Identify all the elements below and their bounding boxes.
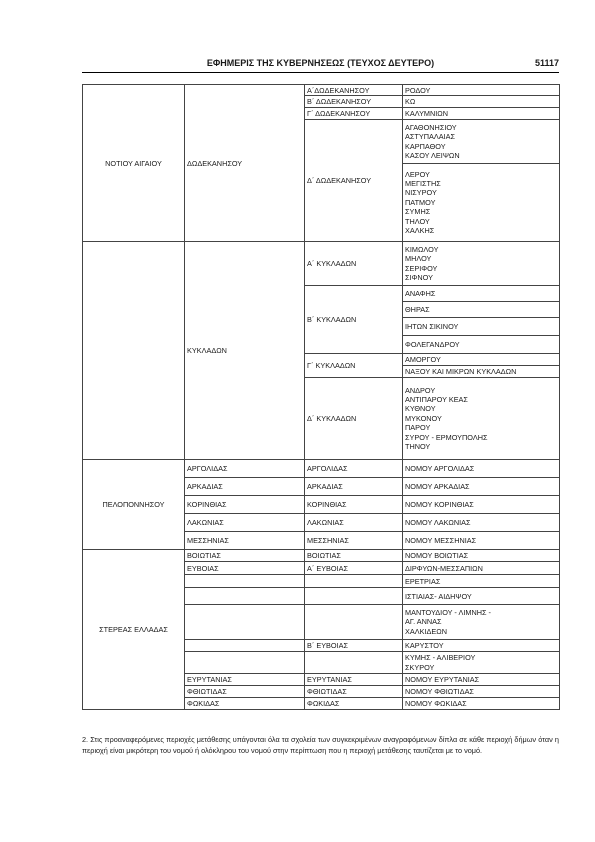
area-cell: ΝΟΜΟΥ ΚΟΡΙΝΘΙΑΣ — [403, 496, 560, 514]
directorate-cell: Β΄ ΚΥΚΛΑΔΩΝ — [305, 286, 403, 354]
area-name: ΜΑΝΤΟΥΔΙΟΥ - ΛΙΜΝΗΣ - — [405, 607, 491, 617]
page-header — [82, 58, 559, 72]
prefecture-cell — [185, 640, 305, 652]
area-name: ΜΕΓΙΣΤΗΣ — [405, 178, 441, 188]
area-name: ΣΙΦΝΟΥ — [405, 272, 433, 282]
area-name: ΚΙΜΩΛΟΥ — [405, 244, 439, 254]
prefecture-cell: ΚΟΡΙΝΘΙΑΣ — [185, 496, 305, 514]
area-name: ΤΗΛΟΥ — [405, 216, 430, 226]
area-name: ΧΑΛΚΗΣ — [405, 226, 435, 236]
header-rule — [82, 72, 559, 73]
region-cell: ΝΟΤΙΟΥ ΑΙΓΑΙΟΥ — [83, 85, 185, 242]
area-name: ΣΥΡΟΥ - ΕΡΜΟΥΠΟΛΗΣ — [405, 432, 488, 442]
area-name: ΜΗΛΟΥ — [405, 254, 432, 264]
footnote: 2. Στις προαναφερόμενες περιοχές μετάθεσης υπάγονται όλα τα σχολεία των συγκεκριμένων αναγραφόμενων δίπλα σε κάθε περιοχή δήμων όταν η περιοχή είναι μικρότερη του νομού ή ολόκληρου του νομού στην περίπτωση που η περιοχή μετάθεσης ταυτίζεται με το νομό. — [82, 735, 559, 755]
area-cell: ΔΙΡΦΥΩΝ-ΜΕΣΣΑΠΙΩΝ — [403, 562, 560, 575]
area-name: ΚΥΜΗΣ - ΑΛΙΒΕΡΙΟΥ — [405, 653, 476, 663]
area-name: ΑΝΔΡΟΥ — [405, 385, 436, 395]
area-cell: ΝΟΜΟΥ ΒΟΙΩΤΙΑΣ — [403, 550, 560, 562]
table-row — [83, 242, 560, 286]
prefecture-cell: ΒΟΙΩΤΙΑΣ — [185, 550, 305, 562]
area-cell: ΑΜΟΡΓΟΥ — [403, 354, 560, 366]
area-cell: ΝΟΜΟΥ ΦΩΚΙΔΑΣ — [403, 698, 560, 710]
directorate-cell: ΑΡΓΟΛΙΔΑΣ — [305, 460, 403, 478]
prefecture-cell — [185, 652, 305, 674]
directorate-cell: Β΄ ΕΥΒΟΙΑΣ — [305, 640, 403, 652]
directorate-cell: ΜΕΣΣΗΝΙΑΣ — [305, 532, 403, 550]
table-row — [83, 460, 560, 478]
prefecture-cell: ΜΕΣΣΗΝΙΑΣ — [185, 532, 305, 550]
area-name: ΠΑΡΟΥ — [405, 423, 431, 433]
area-name: ΧΑΛΚΙΔΕΩΝ — [405, 626, 447, 636]
directorate-cell: ΦΘΙΩΤΙΔΑΣ — [305, 686, 403, 698]
directorate-cell: Δ΄ ΔΩΔΕΚΑΝΗΣΟΥ — [305, 120, 403, 242]
area-cell: ΝΟΜΟΥ ΕΥΡΥΤΑΝΙΑΣ — [403, 674, 560, 686]
area-cell: ΚΑΛΥΜΝΙΩΝ — [403, 108, 560, 120]
prefecture-cell: ΕΥΒΟΙΑΣ — [185, 562, 305, 575]
directorate-cell: ΑΡΚΑΔΙΑΣ — [305, 478, 403, 496]
prefecture-cell: ΑΡΚΑΔΙΑΣ — [185, 478, 305, 496]
area-name: ΣΕΡΙΦΟΥ — [405, 263, 438, 273]
prefecture-cell: ΕΥΡΥΤΑΝΙΑΣ — [185, 674, 305, 686]
area-cell — [403, 242, 560, 286]
region-cell — [83, 242, 185, 460]
directorate-cell — [305, 575, 403, 588]
area-cell: ΑΝΑΦΗΣ — [403, 286, 560, 302]
directorate-cell: ΛΑΚΩΝΙΑΣ — [305, 514, 403, 532]
area-cell: ΚΩ — [403, 96, 560, 108]
prefecture-cell: ΑΡΓΟΛΙΔΑΣ — [185, 460, 305, 478]
prefecture-cell: ΦΘΙΩΤΙΔΑΣ — [185, 686, 305, 698]
prefecture-cell: ΛΑΚΩΝΙΑΣ — [185, 514, 305, 532]
prefecture-cell: ΔΩΔΕΚΑΝΗΣΟΥ — [185, 85, 305, 242]
area-name: ΜΥΚΟΝΟΥ — [405, 413, 442, 423]
area-name: ΝΙΣΥΡΟΥ — [405, 188, 437, 198]
area-name: ΚΑΡΠΑΘΟΥ — [405, 141, 446, 151]
area-cell — [403, 605, 560, 640]
directorate-cell: ΚΟΡΙΝΘΙΑΣ — [305, 496, 403, 514]
area-cell: ΝΟΜΟΥ ΦΘΙΩΤΙΔΑΣ — [403, 686, 560, 698]
area-name: ΛΕΡΟΥ — [405, 169, 430, 179]
prefecture-cell — [185, 605, 305, 640]
area-cell: ΚΑΡΥΣΤΟΥ — [403, 640, 560, 652]
directorate-cell: Α΄ ΚΥΚΛΑΔΩΝ — [305, 242, 403, 286]
area-cell: ΝΟΜΟΥ ΛΑΚΩΝΙΑΣ — [403, 514, 560, 532]
directorate-cell: Α΄ ΕΥΒΟΙΑΣ — [305, 562, 403, 575]
area-name: ΑΝΤΙΠΑΡΟΥ ΚΕΑΣ — [405, 394, 468, 404]
area-cell — [403, 120, 560, 164]
area-name: ΣΚΥΡΟΥ — [405, 662, 435, 672]
directorate-cell — [305, 605, 403, 640]
area-name: ΑΓΑΘΟΝΗΣΙΟΥ — [405, 122, 457, 132]
directorate-cell: Γ΄ ΚΥΚΛΑΔΩΝ — [305, 354, 403, 378]
area-name: ΑΓ. ΑΝΝΑΣ — [405, 617, 442, 627]
prefecture-cell: ΦΩΚΙΔΑΣ — [185, 698, 305, 710]
directorate-cell — [305, 588, 403, 605]
directorate-cell: ΦΩΚΙΔΑΣ — [305, 698, 403, 710]
region-cell: ΣΤΕΡΕΑΣ ΕΛΛΑΔΑΣ — [83, 550, 185, 710]
area-cell: ΘΗΡΑΣ — [403, 302, 560, 318]
area-cell: ΝΑΞΟΥ ΚΑΙ ΜΙΚΡΩΝ ΚΥΚΛΑΔΩΝ — [403, 366, 560, 378]
area-cell: ΙΣΤΙΑΙΑΣ- ΑΙΔΗΨΟΥ — [403, 588, 560, 605]
directorate-cell: ΕΥΡΥΤΑΝΙΑΣ — [305, 674, 403, 686]
area-name: ΠΑΤΜΟΥ — [405, 197, 436, 207]
prefecture-cell — [185, 588, 305, 605]
area-cell: ΝΟΜΟΥ ΜΕΣΣΗΝΙΑΣ — [403, 532, 560, 550]
area-cell: ΙΗΤΩΝ ΣΙΚΙΝΟΥ — [403, 318, 560, 336]
table-row — [83, 550, 560, 562]
area-cell — [403, 164, 560, 242]
directorate-cell: Δ΄ ΚΥΚΛΑΔΩΝ — [305, 378, 403, 460]
directorate-cell: Γ΄ ΔΩΔΕΚΑΝΗΣΟΥ — [305, 108, 403, 120]
directorate-cell: Β΄ ΔΩΔΕΚΑΝΗΣΟΥ — [305, 96, 403, 108]
area-cell: ΕΡΕΤΡΙΑΣ — [403, 575, 560, 588]
area-cell: ΝΟΜΟΥ ΑΡΚΑΔΙΑΣ — [403, 478, 560, 496]
gazette-title: ΕΦΗΜΕΡΙΣ ΤΗΣ ΚΥΒΕΡΝΗΣΕΩΣ (ΤΕΥΧΟΣ ΔΕΥΤΕΡΟ) — [206, 58, 435, 68]
area-cell: ΡΟΔΟΥ — [403, 85, 560, 96]
directorate-cell: ΒΟΙΩΤΙΑΣ — [305, 550, 403, 562]
directorate-cell: Α΄ΔΩΔΕΚΑΝΗΣΟΥ — [305, 85, 403, 96]
area-cell: ΝΟΜΟΥ ΑΡΓΟΛΙΔΑΣ — [403, 460, 560, 478]
prefecture-cell: ΚΥΚΛΑΔΩΝ — [185, 242, 305, 460]
area-name: ΚΑΣΟΥ ΛΕΙΨΩΝ — [405, 150, 460, 160]
table-row — [83, 85, 560, 96]
page-number: 51117 — [534, 58, 559, 68]
area-name: ΑΣΤΥΠΑΛΑΙΑΣ — [405, 132, 455, 142]
area-name: ΤΗΝΟΥ — [405, 442, 431, 452]
area-cell — [403, 378, 560, 460]
area-name: ΣΥΜΗΣ — [405, 207, 431, 217]
prefecture-cell — [185, 575, 305, 588]
directorate-cell — [305, 652, 403, 674]
region-cell: ΠΕΛΟΠΟΝΝΗΣΟΥ — [83, 460, 185, 550]
area-cell — [403, 652, 560, 674]
area-name: ΚΥΘΝΟΥ — [405, 404, 436, 414]
area-cell: ΦΟΛΕΓΑΝΔΡΟΥ — [403, 336, 560, 354]
transfer-areas-table — [82, 84, 560, 710]
